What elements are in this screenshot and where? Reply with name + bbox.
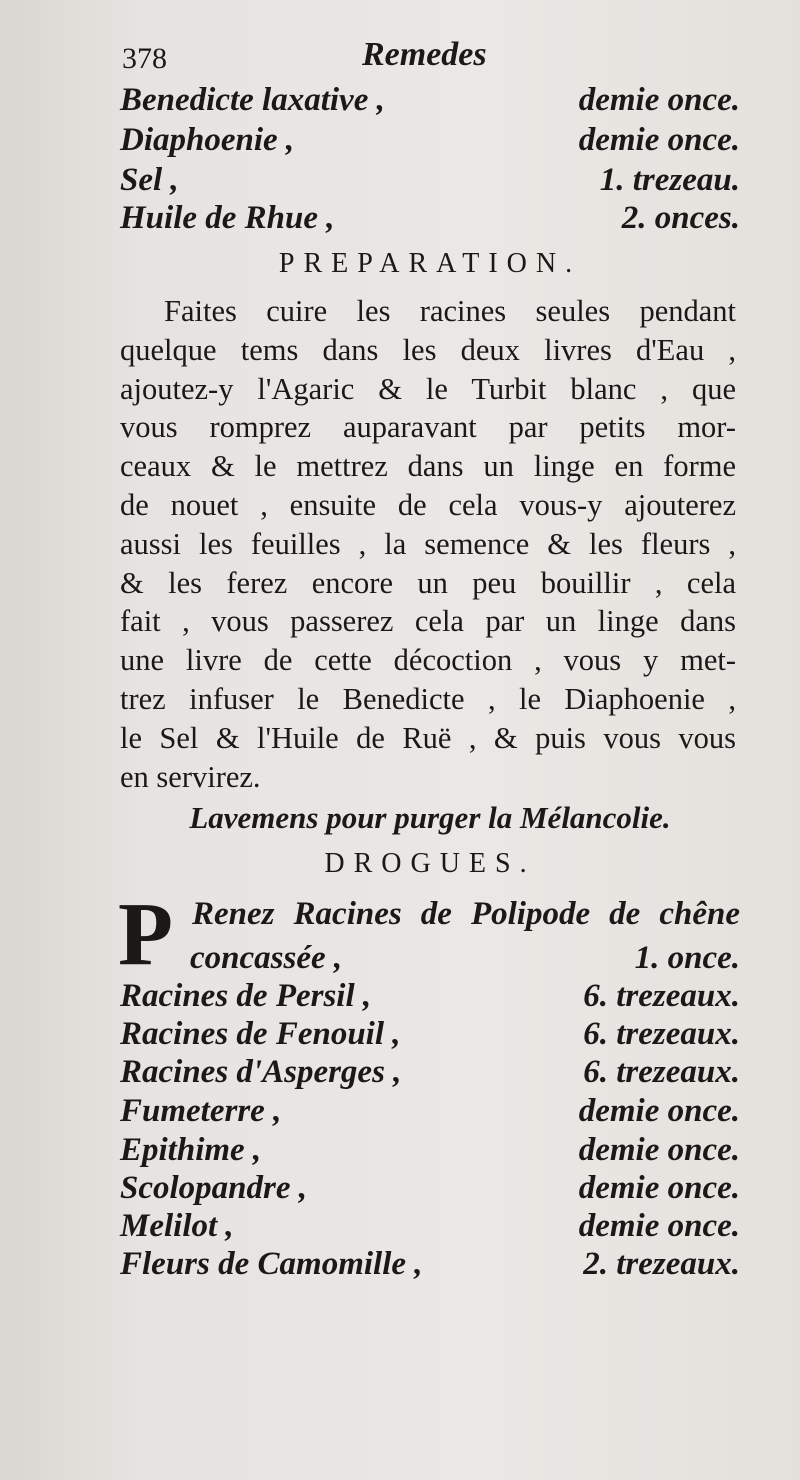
ingredient-row (120, 1246, 740, 1286)
ingredient-row (120, 1016, 740, 1056)
ingredient-row (120, 1170, 740, 1210)
ingredient-name: Sel , (120, 162, 179, 198)
ingredient-name: Diaphoenie , (120, 122, 295, 158)
ingredient-row (120, 1132, 740, 1172)
ingredient-quantity: 1. once. (634, 940, 740, 976)
ingredient-row (120, 1093, 740, 1133)
ingredient-row (120, 82, 740, 122)
ingredient-quantity: 1. trezeau. (599, 162, 740, 198)
ingredient-name: concassée , (190, 940, 343, 976)
ingredient-name: Epithime , (120, 1132, 262, 1168)
paragraph-line: ceaux & le mettrez dans un linge en forme (120, 449, 736, 484)
drop-cap: P (118, 885, 173, 984)
ingredient-quantity: 6. trezeaux. (583, 978, 740, 1014)
ingredient-name: Racines de Persil , (120, 978, 372, 1014)
ingredient-row (190, 940, 740, 980)
ingredient-row (120, 1054, 740, 1094)
running-title: Remedes (362, 36, 487, 73)
ingredient-name: Benedicte laxative , (120, 82, 385, 118)
section-title: Lavemens pour purger la Mélancolie. (189, 800, 671, 835)
ingredient-quantity: demie once. (578, 1132, 740, 1168)
ingredient-name: Scolopandre , (120, 1170, 308, 1206)
paragraph-line: quelque tems dans les deux livres d'Eau , (120, 332, 736, 367)
paragraph-line: une livre de cette décoction , vous y met- (120, 643, 736, 678)
ingredient-row (120, 200, 740, 240)
first-ingredient-line: Renez Racines de Polipode de chêne (192, 896, 740, 932)
paragraph-line: vous romprez auparavant par petits mor- (120, 410, 736, 445)
ingredient-quantity: demie once. (578, 1170, 740, 1206)
ingredient-quantity: demie once. (578, 1093, 740, 1129)
paragraph-line: aussi les feuilles , la semence & les fleurs , (120, 526, 736, 561)
drogues-heading: DROGUES. (324, 848, 536, 879)
preparation-paragraph (120, 292, 736, 796)
paragraph-line: ajoutez-y l'Agaric & le Turbit blanc , que (120, 371, 736, 406)
ingredient-quantity: demie once. (578, 122, 740, 158)
ingredient-row (120, 978, 740, 1018)
paragraph-line: le Sel & l'Huile de Ruë , & puis vous vous (120, 720, 736, 755)
ingredient-name: Fumeterre , (120, 1093, 282, 1129)
paragraph-line: Faites cuire les racines seules pendant (164, 294, 736, 328)
paragraph-line: de nouet , ensuite de cela vous-y ajouterez (120, 487, 736, 522)
paragraph-line: & les ferez encore un peu bouillir , cela (120, 565, 736, 600)
ingredient-name: Fleurs de Camomille , (120, 1246, 423, 1282)
paragraph-line: en servirez. (120, 759, 261, 794)
ingredient-name: Melilot , (120, 1208, 234, 1244)
ingredient-name: Racines d'Asperges , (120, 1054, 402, 1090)
ingredient-row (120, 122, 740, 162)
ingredient-quantity: 6. trezeaux. (583, 1054, 740, 1090)
ingredient-quantity: 2. onces. (621, 200, 740, 236)
ingredient-quantity: 6. trezeaux. (583, 1016, 740, 1052)
preparation-heading: PREPARATION. (278, 248, 582, 279)
ingredient-row (120, 162, 740, 202)
ingredient-name: Huile de Rhue , (120, 200, 335, 236)
page-number: 378 (122, 42, 167, 75)
ingredient-quantity: demie once. (578, 1208, 740, 1244)
ingredient-row (120, 1208, 740, 1248)
ingredient-quantity: demie once. (578, 82, 740, 118)
ingredient-quantity: 2. trezeaux. (583, 1246, 740, 1282)
paragraph-line: fait , vous passerez cela par un linge dans (120, 604, 736, 639)
page-header (122, 36, 742, 80)
paragraph-line: trez infuser le Benedicte , le Diaphoenie , (120, 681, 736, 716)
ingredient-name: Racines de Fenouil , (120, 1016, 401, 1052)
